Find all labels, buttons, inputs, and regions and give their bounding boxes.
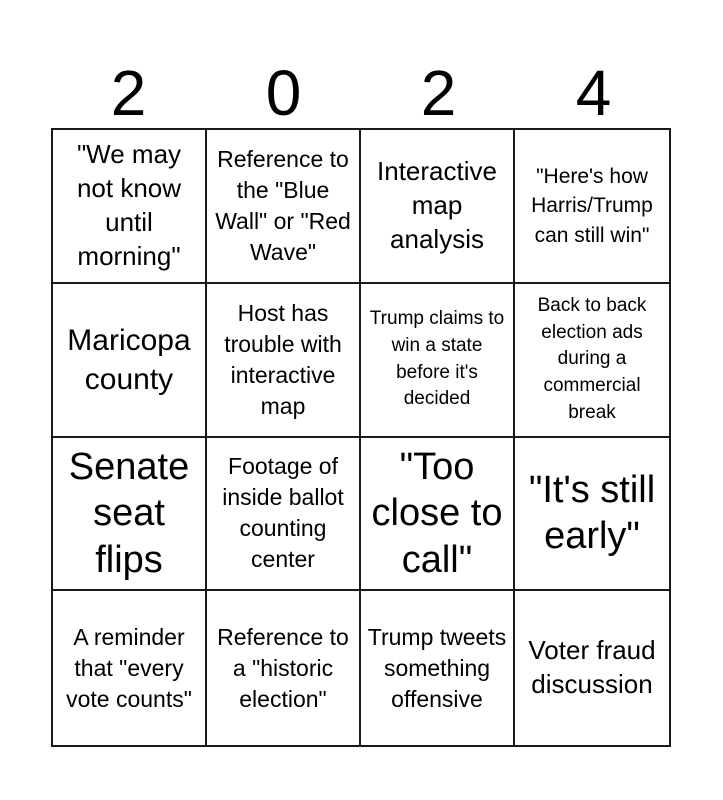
bingo-cell[interactable] [53, 438, 207, 592]
bingo-cell[interactable] [361, 438, 515, 592]
cell-text: Trump tweets something offensive [367, 623, 507, 712]
cell-text: Interactive map analysis [377, 156, 497, 254]
cell-text: Maricopa county [67, 323, 191, 396]
bingo-cell[interactable] [361, 130, 515, 284]
title-digit: 2 [420, 57, 457, 129]
bingo-cell[interactable] [207, 591, 361, 745]
cell-text: "Too close to call" [371, 445, 503, 581]
cell-text: "It's still early" [528, 469, 656, 558]
bingo-cell[interactable] [361, 591, 515, 745]
bingo-cell[interactable] [515, 284, 669, 438]
cell-text: "We may not know until morning" [76, 139, 182, 271]
bingo-cell[interactable] [53, 130, 207, 284]
bingo-cell[interactable] [53, 591, 207, 745]
bingo-cell[interactable] [515, 130, 669, 284]
cell-text: Trump claims to win a state before it's decided [369, 308, 505, 410]
bingo-cell[interactable] [515, 591, 669, 745]
bingo-cell[interactable] [53, 284, 207, 438]
cell-text: "Here's how Harris/Trump can still win" [531, 164, 653, 247]
cell-text: Senate seat flips [68, 445, 190, 581]
cell-text: Voter fraud discussion [528, 635, 656, 700]
bingo-cell[interactable] [361, 284, 515, 438]
bingo-card-grid [51, 128, 671, 747]
bingo-cell[interactable] [207, 284, 361, 438]
cell-text: Back to back election ads during a commercial break [537, 295, 647, 423]
title-digit: 4 [575, 57, 612, 129]
title-digit: 0 [265, 57, 302, 129]
cell-text: Host has trouble with interactive map [224, 299, 342, 419]
bingo-cell[interactable] [207, 130, 361, 284]
bingo-title [51, 52, 671, 128]
cell-text: Reference to the "Blue Wall" or "Red Wave" [215, 145, 351, 265]
cell-text: A reminder that "every vote counts" [66, 623, 192, 712]
title-digit: 2 [110, 57, 147, 129]
cell-text: Reference to a "historic election" [217, 623, 349, 712]
cell-text: Footage of inside ballot counting center [222, 453, 344, 573]
bingo-cell[interactable] [515, 438, 669, 592]
bingo-cell[interactable] [207, 438, 361, 592]
